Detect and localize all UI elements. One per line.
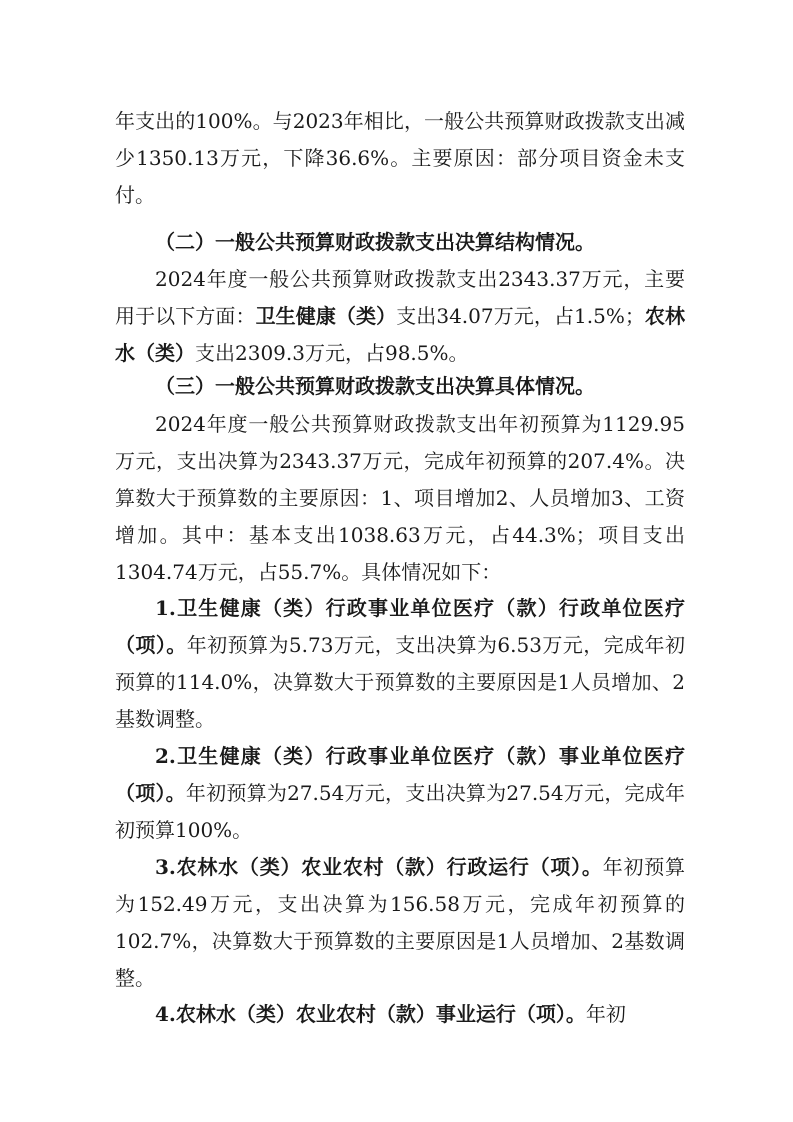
paragraph-structure xyxy=(115,261,685,372)
item-4 xyxy=(115,996,685,1033)
item-2-title: 2.卫生健康（类）行政事业单位医疗（款）事业单位医疗（项）。 xyxy=(115,744,685,805)
item-3-body: 年初预算为152.49万元，支出决算为156.58万元，完成年初预算的102.7%，决算数大于预算数的主要原因是1人员增加、2基数调整。 xyxy=(115,855,685,990)
item-1 xyxy=(115,590,685,738)
category-agriculture: 农林水（类） xyxy=(115,304,686,365)
structure-intro: 2024年度一般公共预算财政拨款支出2343.37万元，主要用于以下方面： xyxy=(115,267,685,328)
item-4-title: 4.农林水（类）农业农村（款）事业运行（项）。 xyxy=(155,1002,586,1026)
category-health: 卫生健康（类） xyxy=(255,304,397,328)
item-1-body: 年初预算为5.73万元，支出决算为6.53万元，完成年初预算的114.0%，决算数大于预算数的主要原因是1人员增加、2基数调整。 xyxy=(115,633,685,731)
item-2 xyxy=(115,738,685,849)
item-3-title: 3.农林水（类）农业农村（款）行政运行（项）。 xyxy=(155,855,603,879)
item-2-body: 年初预算为27.54万元，支出决算为27.54万元，完成年初预算100%。 xyxy=(115,781,686,842)
section-heading-3: （三）一般公共预算财政拨款支出决算具体情况。 xyxy=(155,374,595,398)
section-heading-2: （二）一般公共预算财政拨款支出决算结构情况。 xyxy=(155,230,595,254)
item-1-title: 1.卫生健康（类）行政事业单位医疗（款）行政单位医疗（项）。 xyxy=(115,596,685,657)
item-4-body: 年初 xyxy=(585,1002,626,1026)
item-3 xyxy=(115,849,685,997)
health-amount: 支出34.07万元，占1.5%； xyxy=(396,304,645,328)
paragraph-budget-comparison: 年支出的100%。与2023年相比，一般公共预算财政拨款支出减少1350.13万元，下降36.6%。主要原因：部分项目资金未支付。 xyxy=(115,109,685,207)
paragraph-details: 2024年度一般公共预算财政拨款支出年初预算为1129.95万元，支出决算为2343.37万元，完成年初预算的207.4%。决算数大于预算数的主要原因：1、项目增加2、人员增加3、工资增加。其中：基本支出1038.63万元，占44.3%；项目支出1304.74万元，占55.7%。具体情况如下： xyxy=(115,412,685,584)
agriculture-amount: 支出2309.3万元，占98.5%。 xyxy=(195,341,469,365)
